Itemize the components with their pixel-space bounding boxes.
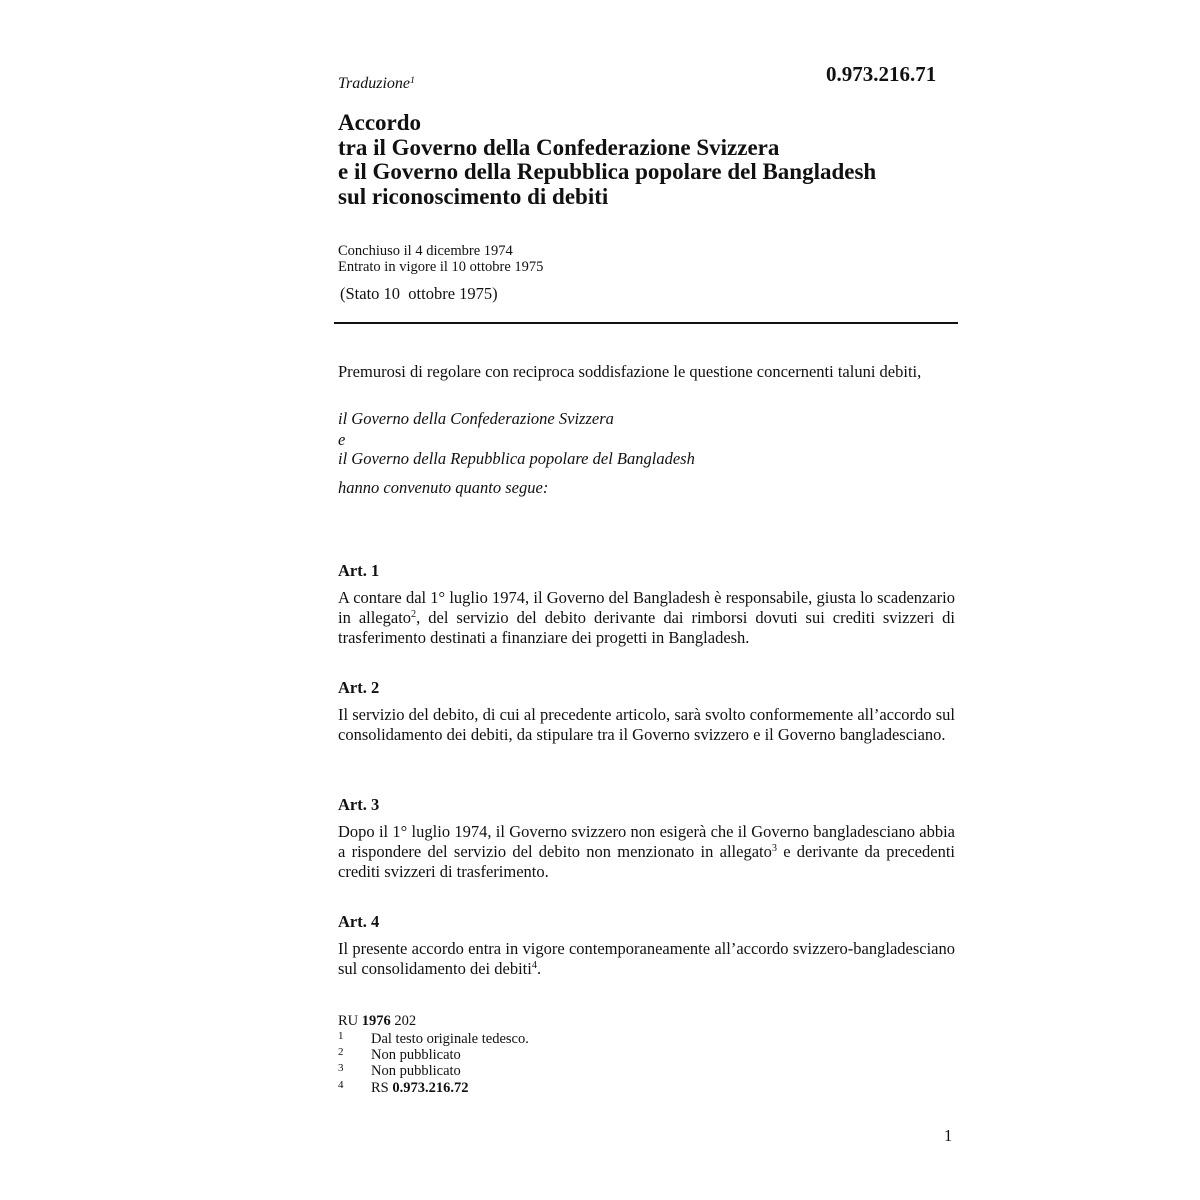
footnote-text: Non pubblicato bbox=[371, 1063, 461, 1079]
translation-label bbox=[338, 75, 415, 93]
footnote-4 bbox=[338, 1080, 469, 1097]
ru-year: 1976 bbox=[361, 1013, 391, 1029]
article-1-text-a: A contare dal 1° luglio 1974, il Governo del Bangladesh è responsabile, giusta lo scadenzario in allegato bbox=[338, 588, 955, 627]
concluded-date: Conchiuso il 4 dicembre 1974 bbox=[338, 243, 513, 259]
article-4-text bbox=[338, 939, 955, 979]
title-line: e il Governo della Repubblica popolare del Bangladesh bbox=[338, 159, 877, 184]
status-date: (Stato 10 ottobre 1975) bbox=[340, 284, 498, 303]
party-switzerland: il Governo della Confederazione Svizzera bbox=[338, 409, 614, 428]
article-2-heading: Art. 2 bbox=[338, 678, 380, 697]
title-line: sul riconoscimento di debiti bbox=[338, 183, 609, 209]
entry-into-force-date: Entrato in vigore il 10 ottobre 1975 bbox=[338, 259, 544, 275]
agreement-clause: hanno convenuto quanto segue: bbox=[338, 478, 549, 497]
translation-label-text: Traduzione bbox=[338, 75, 411, 92]
article-4-text-b: . bbox=[536, 959, 542, 978]
footnote-ref-3[interactable]: 3 bbox=[771, 843, 777, 855]
ru-prefix: RU bbox=[338, 1013, 362, 1029]
footnote-text: Non pubblicato bbox=[371, 1047, 461, 1063]
footnote-sr-link[interactable]: 0.973.216.72 bbox=[392, 1080, 469, 1096]
footnote-prefix: RS bbox=[371, 1080, 393, 1096]
article-3-heading: Art. 3 bbox=[338, 795, 380, 814]
article-2-text: Il servizio del debito, di cui al precedente articolo, sarà svolto conformemente all’accordo sul consolidamento dei debiti, da stipulare tra il Governo svizzero e il Governo bangladesciano. bbox=[338, 705, 955, 744]
document-dates bbox=[338, 243, 543, 275]
title-line: Accordo bbox=[338, 110, 422, 135]
footnote-number: 2 bbox=[338, 1046, 344, 1058]
footnote-text: Dal testo originale tedesco. bbox=[371, 1031, 529, 1047]
article-3-text-b: e derivante da precedenti crediti svizzeri di trasferimento. bbox=[338, 842, 955, 881]
article-1-text bbox=[338, 588, 955, 648]
party-bangladesh: il Governo della Repubblica popolare del Bangladesh bbox=[338, 449, 695, 468]
article-3-text bbox=[338, 822, 955, 882]
ru-page: 202 bbox=[390, 1013, 417, 1029]
party-conjunction: e bbox=[338, 430, 346, 449]
footnote-number: 4 bbox=[338, 1079, 344, 1091]
page-number: 1 bbox=[944, 1126, 953, 1145]
title-line: tra il Governo della Confederazione Svizzera bbox=[338, 134, 780, 160]
article-4-heading: Art. 4 bbox=[338, 912, 380, 931]
footnote-number: 1 bbox=[338, 1030, 344, 1042]
article-1-text-b: , del servizio del debito derivante dai rimborsi dovuti sui crediti svizzeri di trasferimento destinati a finanziare dei progetti in Bangladesh. bbox=[338, 608, 956, 647]
header-divider bbox=[334, 322, 958, 324]
document-title bbox=[338, 111, 876, 209]
footnote-ref-2[interactable]: 2 bbox=[411, 609, 417, 621]
footnote-ref-4[interactable]: 4 bbox=[531, 960, 537, 972]
footnote-number: 3 bbox=[338, 1062, 344, 1074]
article-1-heading: Art. 1 bbox=[338, 561, 380, 580]
preamble-text: Premurosi di regolare con reciproca soddisfazione le questione concernenti taluni debiti, bbox=[338, 362, 922, 381]
article-4-text-a: Il presente accordo entra in vigore contemporaneamente all’accordo svizzero-bangladesciano sul consolidamento dei debiti bbox=[338, 939, 955, 978]
sr-number: 0.973.216.71 bbox=[826, 62, 937, 86]
footnote-ref-1[interactable]: 1 bbox=[410, 74, 415, 86]
article-3-text-a: Dopo il 1° luglio 1974, il Governo svizzero non esigerà che il Governo bangladesciano abbia a rispondere del servizio del debito non menzionato in allegato bbox=[338, 822, 955, 861]
